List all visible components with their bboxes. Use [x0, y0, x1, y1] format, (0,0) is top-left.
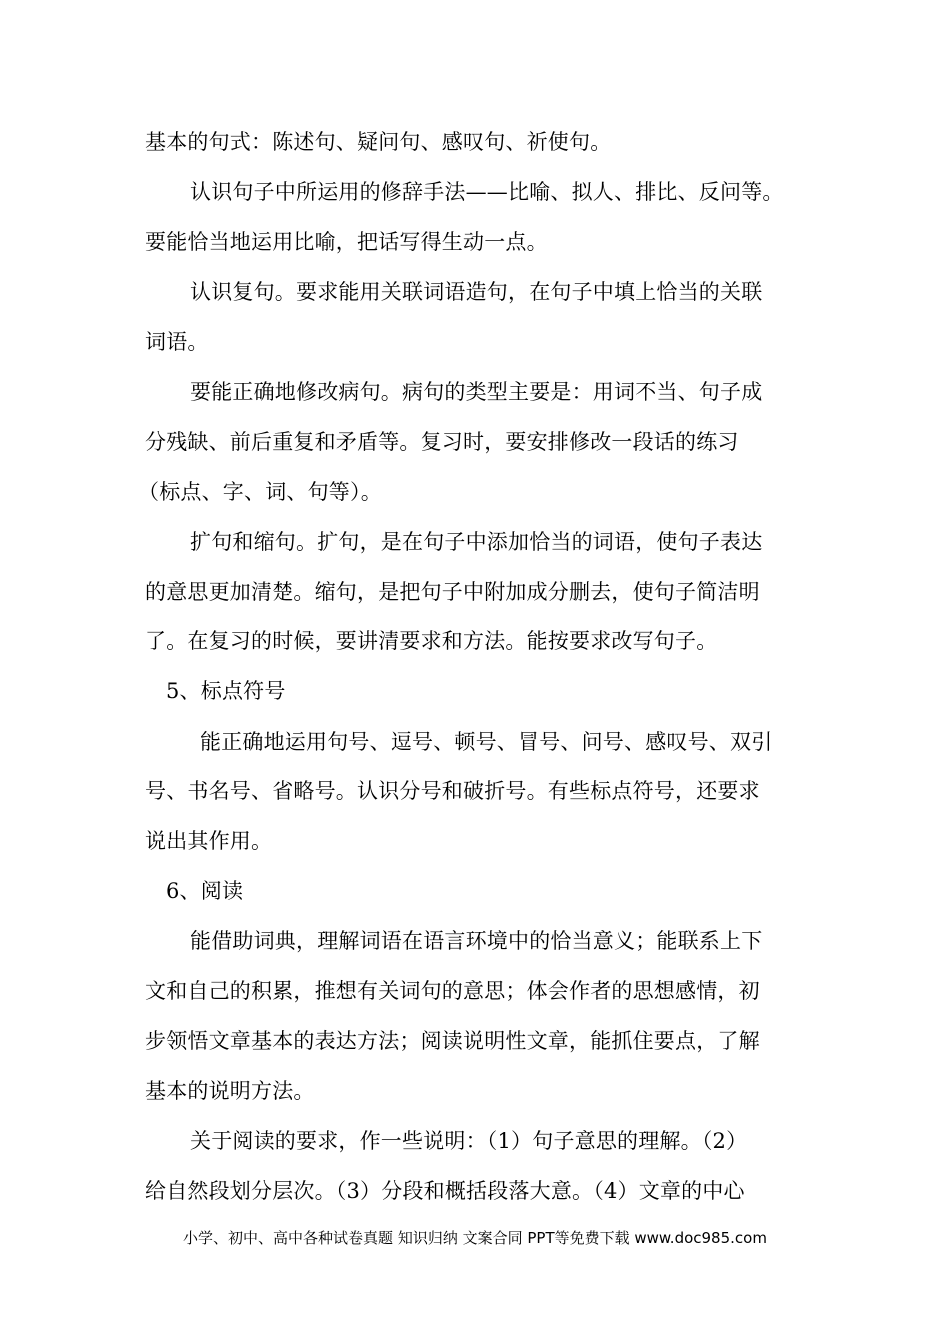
paragraph-line: 词语。 [145, 330, 209, 354]
paragraph-line: 关于阅读的要求，作一些说明：（1）句子意思的理解。（2） [190, 1129, 748, 1153]
paragraph-line: 给自然段划分层次。（3）分段和概括段落大意。（4）文章的中心 [145, 1179, 745, 1203]
paragraph-line: 说出其作用。 [145, 829, 273, 853]
paragraph-line: 步领悟文章基本的表达方法；阅读说明性文章，能抓住要点，了解 [145, 1029, 760, 1053]
paragraph-line: 认识句子中所运用的修辞手法——比喻、拟人、排比、反问等。 [190, 180, 784, 204]
section-heading: 5、标点符号 [166, 679, 286, 703]
paragraph-line: （标点、字、词、句等）。 [138, 480, 382, 504]
page-footer: 小学、初中、高中各种试卷真题 知识归纳 文案合同 PPT等免费下载 www.doc985.com [183, 1229, 767, 1247]
paragraph-line: 分残缺、前后重复和矛盾等。复习时，要安排修改一段话的练习 [145, 430, 739, 454]
paragraph-line: 基本的说明方法。 [145, 1079, 315, 1103]
paragraph-line: 要能正确地修改病句。病句的类型主要是：用词不当、句子成 [190, 380, 763, 404]
paragraph-line: 要能恰当地运用比喻，把话写得生动一点。 [145, 230, 548, 254]
paragraph-line: 基本的句式：陈述句、疑问句、感叹句、祈使句。 [145, 130, 612, 154]
section-heading: 6、阅读 [166, 879, 244, 903]
paragraph-line: 能正确地运用句号、逗号、顿号、冒号、问号、感叹号、双引 [200, 730, 773, 754]
paragraph-line: 能借助词典，理解词语在语言环境中的恰当意义；能联系上下 [190, 929, 763, 953]
paragraph-line: 的意思更加清楚。缩句，是把句子中附加成分删去，使句子简洁明 [145, 580, 760, 604]
paragraph-line: 文和自己的积累，推想有关词句的意思；体会作者的思想感情，初 [145, 979, 760, 1003]
paragraph-line: 认识复句。要求能用关联词语造句，在句子中填上恰当的关联 [190, 280, 763, 304]
paragraph-line: 了。在复习的时候，要讲清要求和方法。能按要求改写句子。 [145, 629, 718, 653]
paragraph-line: 号、书名号、省略号。认识分号和破折号。有些标点符号，还要求 [145, 779, 760, 803]
paragraph-line: 扩句和缩句。扩句，是在句子中添加恰当的词语，使句子表达 [190, 530, 763, 554]
